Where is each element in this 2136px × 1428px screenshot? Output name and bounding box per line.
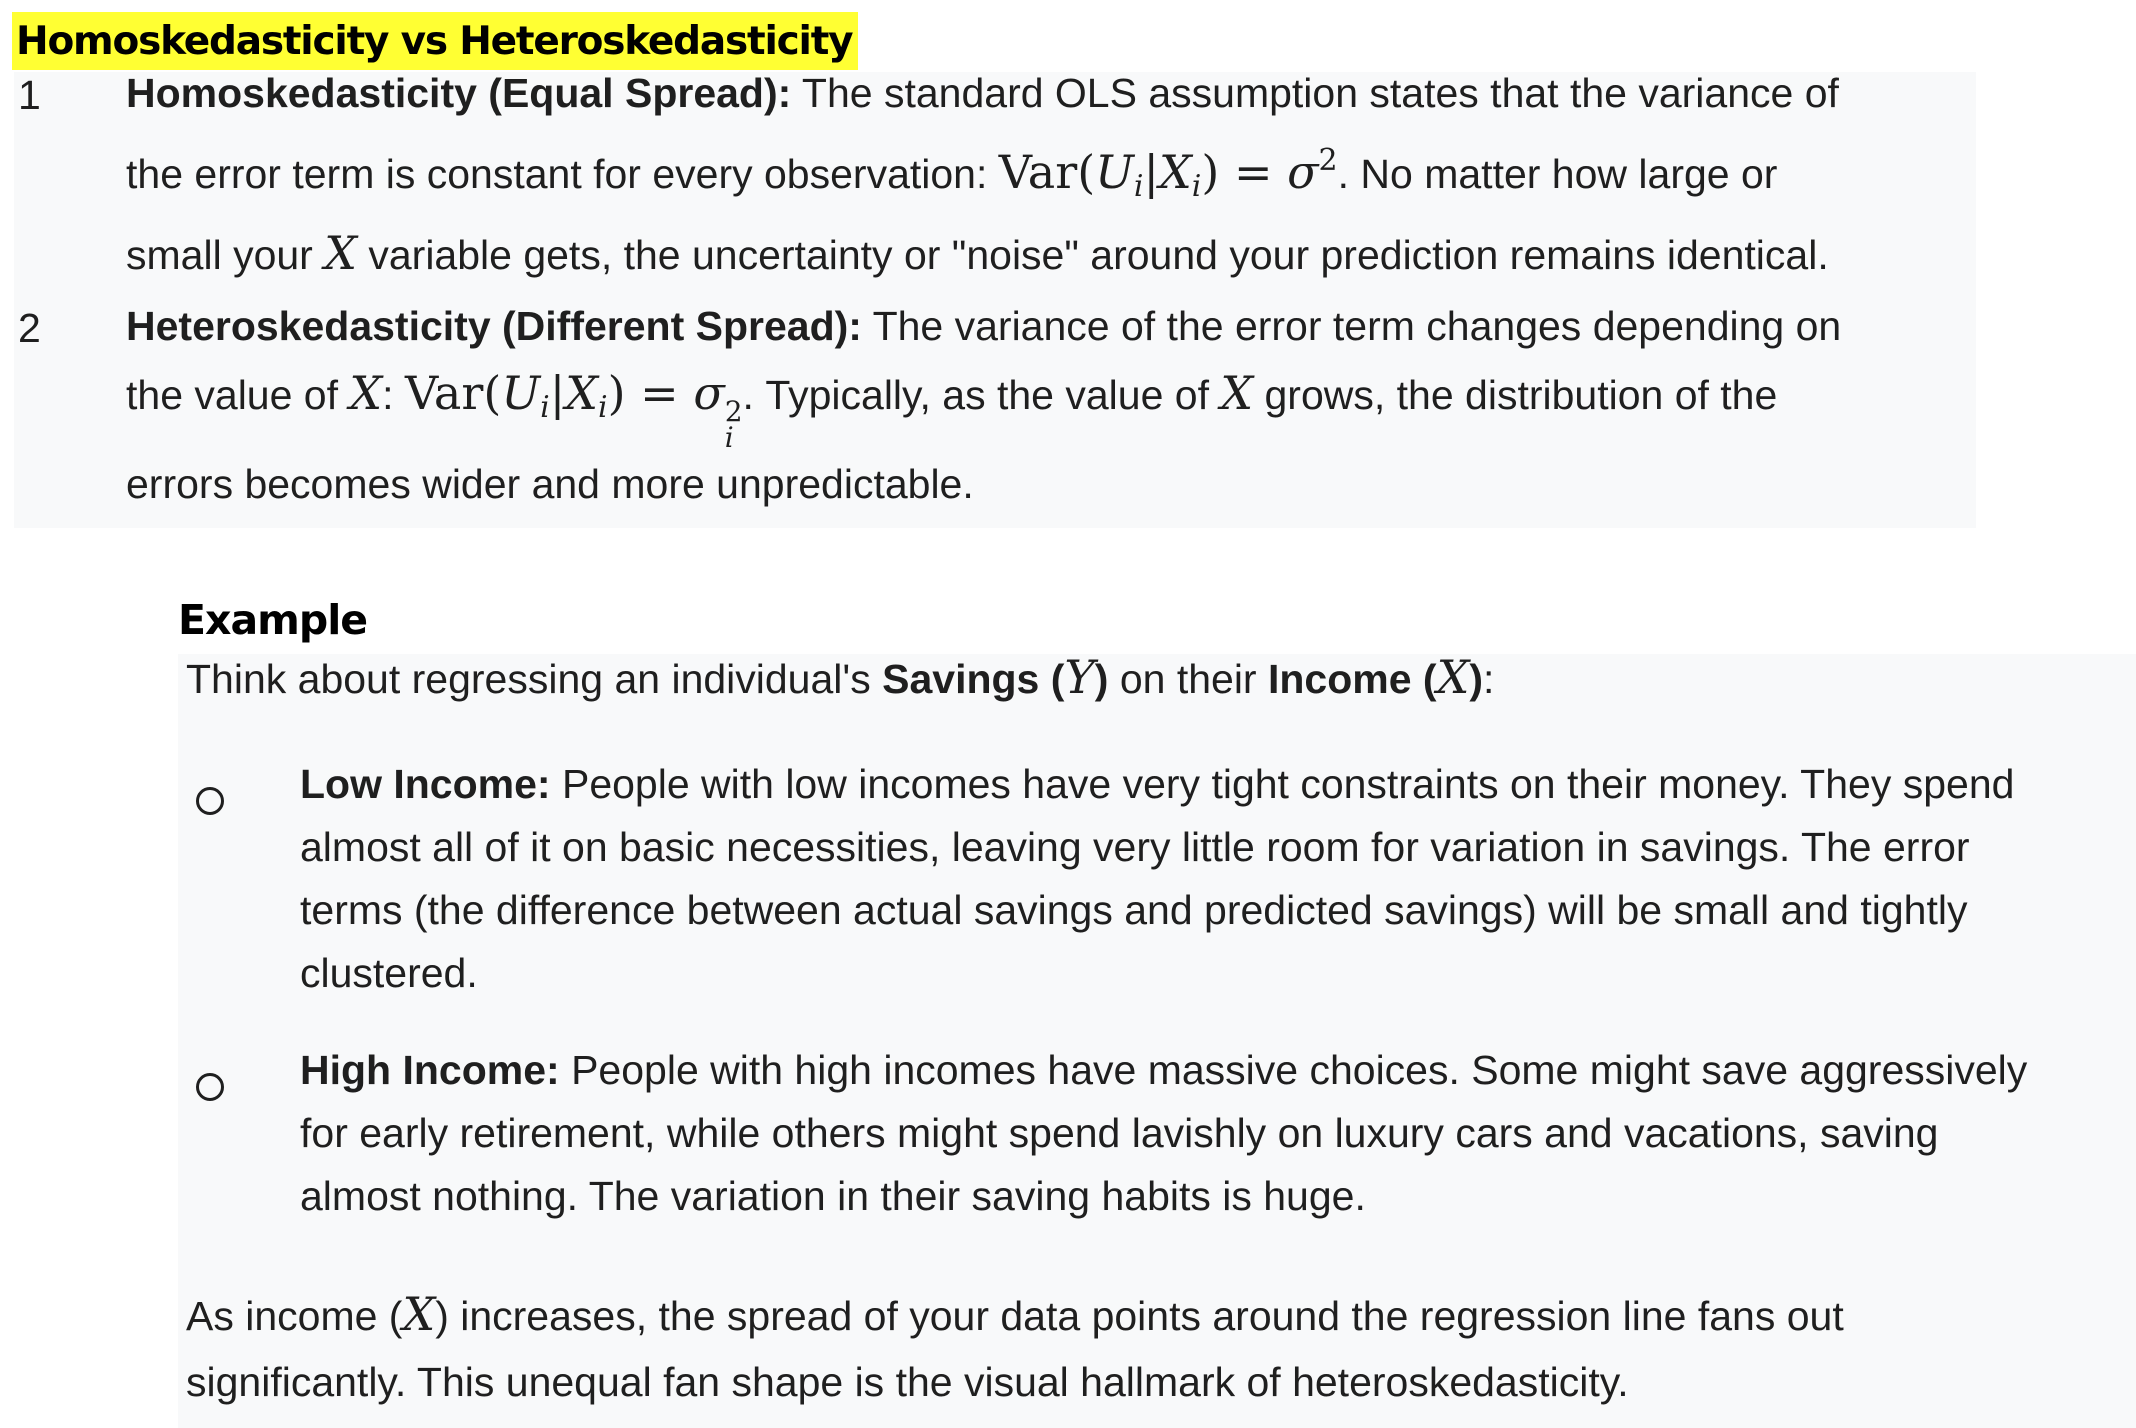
item1-line1: Homoskedasticity (Equal Spread): The standard OLS assumption states that the variance of bbox=[126, 70, 1839, 116]
formula-homoskedastic: $Var(U_i|X_i) = \sigma^2$ bbox=[998, 143, 1338, 204]
example-heading: Example bbox=[178, 596, 368, 644]
example-intro: Think about regressing an individual's Savings (Y) on their Income (X): bbox=[186, 650, 1495, 704]
list-item-homoskedasticity bbox=[126, 60, 1986, 289]
variable-x: X bbox=[402, 1287, 436, 1341]
bullet-circle-icon bbox=[196, 1073, 224, 1101]
list-number-2: 2 bbox=[18, 305, 41, 351]
item2-line3: errors becomes wider and more unpredictable. bbox=[126, 461, 974, 507]
item1-line2: the error term is constant for every observation: $Var(U_i|X_i) = \sigma^2$. No matter how large or bbox=[126, 143, 1778, 204]
variable-x: X bbox=[1436, 650, 1470, 704]
high-income-label: High Income: bbox=[300, 1047, 560, 1093]
example-conclusion: As income (X) increases, the spread of your data points around the regression line fans out significantly. This unequal fan shape is the visual hallmark of heteroskedasticity. bbox=[186, 1287, 1844, 1405]
list-item-heteroskedasticity bbox=[126, 293, 1986, 518]
variable-y: Y bbox=[1064, 650, 1095, 704]
bullet-circle-icon bbox=[196, 787, 224, 815]
list-number-1: 1 bbox=[18, 72, 41, 118]
item1-heading: Homoskedasticity (Equal Spread): bbox=[126, 70, 792, 116]
item1-line3: small your X variable gets, the uncertainty or "noise" around your prediction remains identical. bbox=[126, 226, 1829, 280]
variable-x: X bbox=[349, 366, 383, 420]
definitions-panel bbox=[14, 72, 1976, 528]
variable-x: X bbox=[1220, 366, 1254, 420]
low-income-label: Low Income: bbox=[300, 761, 551, 807]
variable-x: X bbox=[324, 226, 357, 280]
bullet-high-income: High Income: People with high incomes have massive choices. Some might save aggressively for early retirement, while others might spend lavishly on luxury cars and vacations, saving almost nothing. The variation in their saving habits is huge. bbox=[300, 1047, 2028, 1219]
example-panel bbox=[178, 650, 2136, 1428]
formula-heteroskedastic: $Var(U_i|X_i) = \sigma$ 2 i bbox=[404, 366, 743, 454]
page-title: Homoskedasticity vs Heteroskedasticity bbox=[16, 18, 853, 64]
item2-line2: the value of X: $Var(U_i|X_i) = \sigma$ 2 i . Typically, as the value of X grows, the distribution of the bbox=[126, 366, 1778, 454]
item2-line1: Heteroskedasticity (Different Spread): The variance of the error term changes depending on bbox=[126, 303, 1842, 349]
bullet-low-income: Low Income: People with low incomes have very tight constraints on their money. They spend almost all of it on basic necessities, leaving very little room for variation in savings. The error terms (the difference between actual savings and predicted savings) will be small and tightly clustered. bbox=[300, 761, 2015, 996]
item2-heading: Heteroskedasticity (Different Spread): bbox=[126, 303, 862, 349]
